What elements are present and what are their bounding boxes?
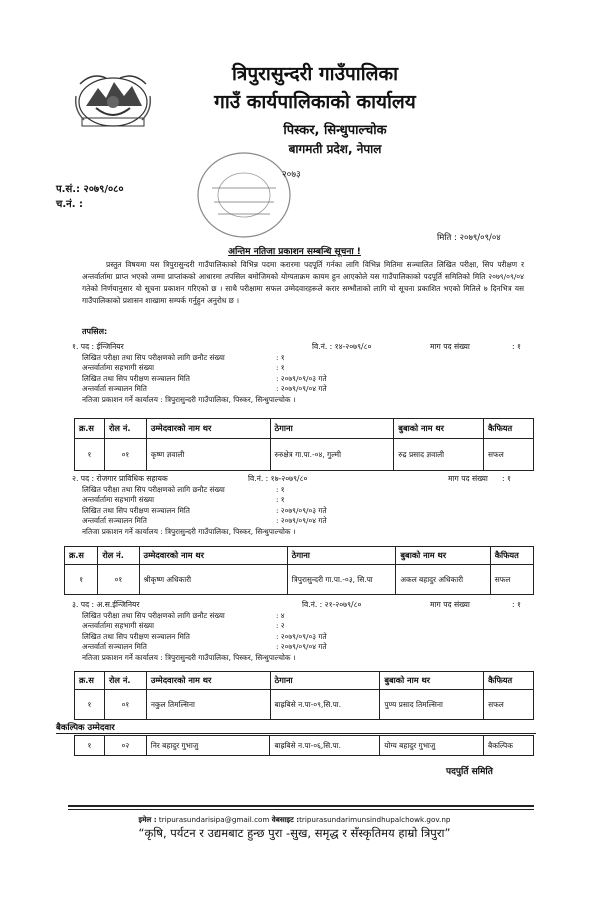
cell-remarks: सफल <box>490 565 533 595</box>
cell-sn: १ <box>75 439 105 471</box>
col-address: ठेगाना <box>270 672 380 690</box>
interview-participants-value: : २ <box>276 621 285 631</box>
alternate-table <box>74 735 534 756</box>
col-roll: रोल नं. <box>98 547 139 565</box>
post-3-table <box>74 671 534 720</box>
stamp-code: २०७३ <box>282 170 301 180</box>
table-row <box>75 736 534 756</box>
demand-label: माग पद संख्या <box>430 342 470 351</box>
col-roll: रोल नं. <box>104 419 146 439</box>
interview-participants-label: अन्तर्वार्तामा सहभागी संख्या <box>82 621 155 631</box>
col-sn: क्र.स <box>65 547 98 565</box>
cell-address: त्रिपुरासुन्दरी गा.पा.-०३, सि.पा <box>287 565 396 595</box>
post-title: ३. पद : अ.स.ईन्जिनियर <box>72 600 140 609</box>
interview-date-value: : २०७९/०९/०४ गते <box>276 384 327 394</box>
cell-father: योग्य बहादुर गुभाजु <box>380 736 484 756</box>
col-father: बुबाको नाम थर <box>380 672 484 690</box>
interview-participants-label: अन्तर्वार्तामा सहभागी संख्या <box>82 495 155 505</box>
footer-divider-thin <box>68 809 534 810</box>
notice-intro: प्रस्तुत विषयमा यस त्रिपुरासुन्दरी गाउँपालिकाको विभिन्न पदमा करारमा पदपूर्ति गर्नका लागि विभिन्न मितिमा सञ्चालित लिखित परीक्षा, सिप परीक्षण र अन्तर्वार्तामा प्राप्त भएको जम्मा प्राप्तांकको आधारमा तपसिल बमोजिमको योग्यताक्रम कायम हुन आएकोले यस गाउँपालिकाको पदपूर्ति समितिको मिति २०७९/०९/०४ गतेको निर्णयानुसार यो सूचना प्रकाशन गरिएको छ । साथै परीक्षामा सफल उम्मेदवारहरूले करार सम्भौताको लागि यो सूचना प्रकाशित भएको मितिले ७ दिनभित्र यस गाउँपालिकाको प्रशासन शाखामा सम्पर्क गर्नुहुन अनुरोध छ । <box>82 260 524 305</box>
col-remarks: कैफियत <box>490 547 533 565</box>
table-header-row <box>65 547 534 565</box>
publisher-label: नतिजा प्रकाशन गर्ने कार्यालय : त्रिपुरासुन्दरी गाउँपालिका, पिस्कर, सिन्धुपाल्चोक । <box>82 652 296 662</box>
exam-date-label: लिखित तथा सिप परीक्षण सञ्चालन मिति <box>82 505 190 515</box>
interview-date-label: अन्तर्वार्ता सञ्चालन मिति <box>82 642 147 652</box>
publisher-label: नतिजा प्रकाशन गर्ने कार्यालय : त्रिपुरासुन्दरी गाउँपालिका, पिस्कर, सिन्धुपाल्चोक । <box>82 394 296 404</box>
exam-date-value: : २०७९/०९/०३ गते <box>276 373 327 383</box>
cell-roll: ०१ <box>98 565 139 595</box>
vigyapan-number: वि.नं. : २१-२०७९/८० <box>302 600 362 609</box>
shortlisted-value: : १ <box>276 485 285 494</box>
cell-address: बाह्रबिसे न.पा-०६,सि.पा. <box>270 736 380 756</box>
cell-name: निर बहादुर गुभाजु <box>146 736 270 756</box>
table-row <box>65 565 534 595</box>
interview-participants-label: अन्तर्वार्तामा सहभागी संख्या <box>82 363 155 373</box>
chalani-number: च.नं. : <box>56 199 83 210</box>
cell-father: रुद्र प्रसाद ज्ञवाली <box>394 439 484 471</box>
footer-slogan: “कृषि, पर्यटन र उद्यमबाट हुन्छ पुरा -सुख, समृद्ध र सँस्कृतिमय हाम्रो त्रिपुरा” <box>138 826 451 840</box>
col-address: ठेगाना <box>270 419 394 439</box>
col-name: उम्मेदवारको नाम थर <box>146 419 270 439</box>
exam-date-value: : २०७९/०९/०३ गते <box>276 505 327 515</box>
cell-remarks: सफल <box>484 439 534 471</box>
vigyapan-number: वि.नं. : १७-२०७९/८० <box>248 474 308 483</box>
cell-roll: ०१ <box>104 439 146 471</box>
cell-roll: ०१ <box>104 690 146 720</box>
cell-father: अकल बहादुर अधिकारी <box>396 565 490 595</box>
demand-label: माग पद संख्या <box>448 474 488 483</box>
post-2-info <box>82 485 327 537</box>
website-label: वेबसाइट : <box>271 815 300 824</box>
table-row <box>75 439 534 471</box>
office-address: पिस्कर, सिन्धुपाल्चोक <box>283 123 387 138</box>
demand-value: : १ <box>512 342 521 351</box>
cell-address: बाह्रबिसे न.पा-०९,सि.पा. <box>270 690 380 720</box>
demand-label: माग पद संख्या <box>430 600 470 609</box>
col-father: बुबाको नाम थर <box>394 419 484 439</box>
col-roll: रोल नं. <box>104 672 146 690</box>
cell-sn: १ <box>75 736 105 756</box>
contact-line <box>0 815 589 825</box>
divider <box>56 733 536 734</box>
website-link[interactable]: tripurasundarimunsindhupalchowk.gov.np <box>299 815 451 824</box>
post-title: २. पद : रोजगार प्राविधिक सहायक <box>72 474 168 483</box>
office-name: गाउँ कार्यपालिकाको कार्यालय <box>214 91 416 113</box>
cell-remarks: बैकल्पिक <box>484 736 534 756</box>
col-remarks: कैफियत <box>484 419 534 439</box>
col-name: उम्मेदवारको नाम थर <box>146 672 270 690</box>
alternate-candidate-title: बैकल्पिक उम्मेदवार <box>56 723 115 733</box>
table-header-row <box>75 419 534 439</box>
col-address: ठेगाना <box>287 547 396 565</box>
shortlisted-label: लिखित परीक्षा तथा सिप परीक्षणको लागि छनौट संख्या <box>82 353 225 362</box>
shortlisted-value: : ४ <box>276 611 285 620</box>
interview-date-label: अन्तर्वार्ता सञ्चालन मिति <box>82 384 147 394</box>
notice-date: मिति : २०७९/०९/०४ <box>437 233 501 243</box>
col-father: बुबाको नाम थर <box>396 547 490 565</box>
notice-subject: अन्तिम नतिजा प्रकाशन सम्बन्धि सूचना ! <box>228 247 361 257</box>
cell-name: कृष्ण ज्ञवाली <box>146 439 270 471</box>
interview-participants-value: : १ <box>276 495 285 505</box>
demand-value: : १ <box>502 474 511 483</box>
shortlisted-label: लिखित परीक्षा तथा सिप परीक्षणको लागि छनौट संख्या <box>82 611 225 620</box>
interview-date-label: अन्तर्वार्ता सञ्चालन मिति <box>82 516 147 526</box>
cell-name: श्रीकृष्ण अधिकारी <box>139 565 287 595</box>
shortlisted-value: : १ <box>276 353 285 362</box>
nepal-emblem-icon <box>72 66 154 132</box>
footer-divider <box>68 805 534 807</box>
interview-participants-value: : १ <box>276 363 285 373</box>
col-name: उम्मेदवारको नाम थर <box>139 547 287 565</box>
cell-father: पुण्य प्रसाद तिमल्सिना <box>380 690 484 720</box>
cell-roll: ०२ <box>104 736 146 756</box>
shortlisted-label: लिखित परीक्षा तथा सिप परीक्षणको लागि छनौट संख्या <box>82 485 225 494</box>
interview-date-value: : २०७९/०९/०४ गते <box>276 516 327 526</box>
post-1-table <box>74 418 534 471</box>
patra-sankhya: प.सं.: २०७९/०८० <box>56 184 124 195</box>
table-header-row <box>75 672 534 690</box>
cell-name: नकुल तिमल्सिना <box>146 690 270 720</box>
post-3-info <box>82 611 327 663</box>
exam-date-label: लिखित तथा सिप परीक्षण सञ्चालन मिति <box>82 631 190 641</box>
post-2-table <box>64 546 534 595</box>
org-name: त्रिपुरासुन्दरी गाउँपालिका <box>231 63 399 85</box>
signature-committee: पदपुर्ति समिति <box>446 767 493 777</box>
col-remarks: कैफियत <box>484 672 534 690</box>
publisher-label: नतिजा प्रकाशन गर्ने कार्यालय : त्रिपुरासुन्दरी गाउँपालिका, पिस्कर, सिन्धुपाल्चोक । <box>82 526 296 536</box>
vigyapan-number: वि.नं. : १४-२०७९/८० <box>312 342 372 351</box>
exam-date-label: लिखित तथा सिप परीक्षण सञ्चालन मिति <box>82 373 190 383</box>
email-link[interactable]: tripurasundarisipa@gmail.com <box>158 815 270 824</box>
interview-date-value: : २०७९/०९/०४ गते <box>276 642 327 652</box>
demand-value: : १ <box>512 600 521 609</box>
post-1-info <box>82 353 327 405</box>
exam-date-value: : २०७९/०९/०३ गते <box>276 631 327 641</box>
office-stamp-icon <box>194 148 294 242</box>
details-label: तपसिल: <box>82 327 108 336</box>
cell-sn: १ <box>65 565 98 595</box>
email-label: इमेल : <box>138 815 157 824</box>
col-sn: क्र.स <box>75 672 105 690</box>
col-sn: क्र.स <box>75 419 105 439</box>
office-province: बागमती प्रदेश, नेपाल <box>288 142 382 156</box>
cell-sn: १ <box>75 690 105 720</box>
cell-remarks: सफल <box>484 690 534 720</box>
table-row <box>75 690 534 720</box>
cell-address: रुरुक्षेत्र गा.पा.-०४, गुल्मी <box>270 439 394 471</box>
post-title: १. पद : ईन्जिनियर <box>72 342 124 351</box>
